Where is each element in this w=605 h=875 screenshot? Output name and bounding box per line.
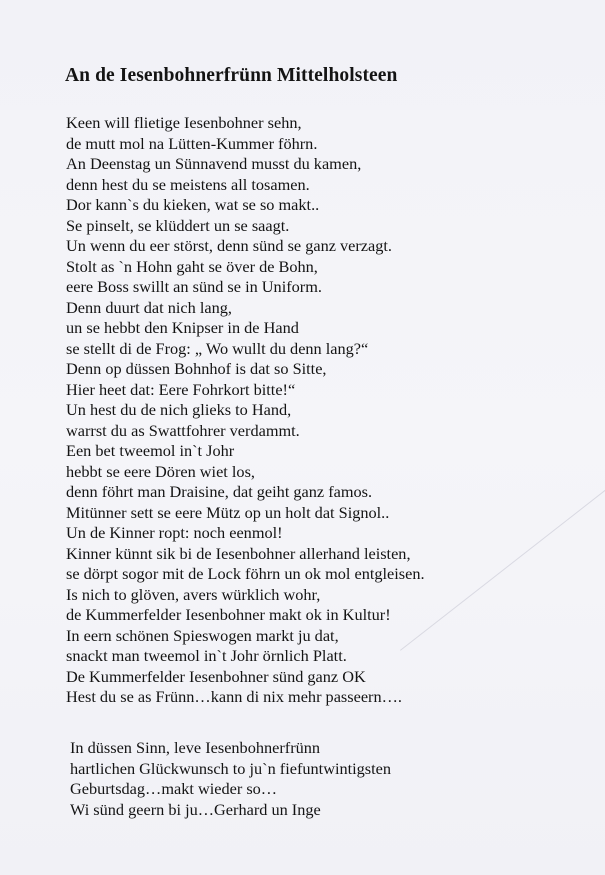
poem-line: Hest du se as Frünn…kann di nix mehr passeern…. <box>66 687 402 706</box>
poem-line: Is nich to glöven, avers würklich wohr, <box>66 584 321 604</box>
poem-line: Denn op düssen Bohnhof is dat so Sitte, <box>66 359 327 378</box>
poem-line: Denn duurt dat nich lang, <box>66 297 232 317</box>
poem-line: Mitünner sett se eere Mütz op un holt dat Signol.. <box>66 502 390 522</box>
poem-line: Hier heet dat: Eere Fohrkort bitte!“ <box>66 379 296 399</box>
poem-line: denn hest du se meistens all tosamen. <box>66 174 310 194</box>
poem-line: Kinner künnt sik bi de Iesenbohner allerhand leisten, <box>66 543 411 563</box>
poem-title: An de Iesenbohnerfrünn Mittelholsteen <box>65 65 398 86</box>
poem-line: se stellt di de Frog: „ Wo wullt du denn lang?“ <box>66 338 369 358</box>
poem-line: Dor kann`s du kieken, wat se so makt.. <box>66 195 320 214</box>
poem-line: Se pinselt, se klüddert un se saagt. <box>66 215 290 235</box>
closing-line: hartlichen Glückwunsch to ju`n fiefuntwintigsten <box>70 758 392 778</box>
signature-line: Wi sünd geern bi ju…Gerhard un Inge <box>70 799 321 819</box>
poem-line: Un hest du de nich glieks to Hand, <box>66 400 292 419</box>
closing-line: Geburtsdag…makt wieder so… <box>70 779 278 798</box>
poem-line: De Kummerfelder Iesenbohner sünd ganz OK <box>66 666 366 686</box>
poem-line: de Kummerfelder Iesenbohner makt ok in Kultur! <box>66 605 391 624</box>
poem-line: hebbt se eere Dören wiet los, <box>66 461 255 481</box>
poem-line: de mutt mol na Lütten-Kummer föhrn. <box>66 133 318 153</box>
poem-line: Keen will flietige Iesenbohner sehn, <box>66 113 302 132</box>
poem-line: un se hebbt den Knipser in de Hand <box>66 318 299 337</box>
closing-line: In düssen Sinn, leve Iesenbohnerfrünn <box>70 738 321 757</box>
poem-line: Een bet tweemol in`t Johr <box>66 441 235 460</box>
poem-body <box>66 113 425 708</box>
poem-line: Stolt as `n Hohn gaht se över de Bohn, <box>66 256 318 276</box>
closing-greeting <box>70 738 391 820</box>
poem-line: denn föhrt man Draisine, dat geiht ganz famos. <box>66 482 373 501</box>
poem-line: warrst du as Swattfohrer verdammt. <box>66 420 300 440</box>
paper-fold-line <box>400 490 605 651</box>
poem-line: snackt man tweemol in`t Johr örnlich Platt. <box>66 646 347 665</box>
poem-line: Un de Kinner ropt: noch eenmol! <box>66 523 283 542</box>
poem-line: In eern schönen Spieswogen markt ju dat, <box>66 625 339 645</box>
poem-line: Un wenn du eer störst, denn sünd se ganz verzagt. <box>66 236 392 255</box>
poem-line: se dörpt sogor mit de Lock föhrn un ok mol entgleisen. <box>66 564 425 583</box>
poem-line: An Deenstag un Sünnavend musst du kamen, <box>66 154 362 173</box>
poem-line: eere Boss swillt an sünd se in Uniform. <box>66 277 322 296</box>
